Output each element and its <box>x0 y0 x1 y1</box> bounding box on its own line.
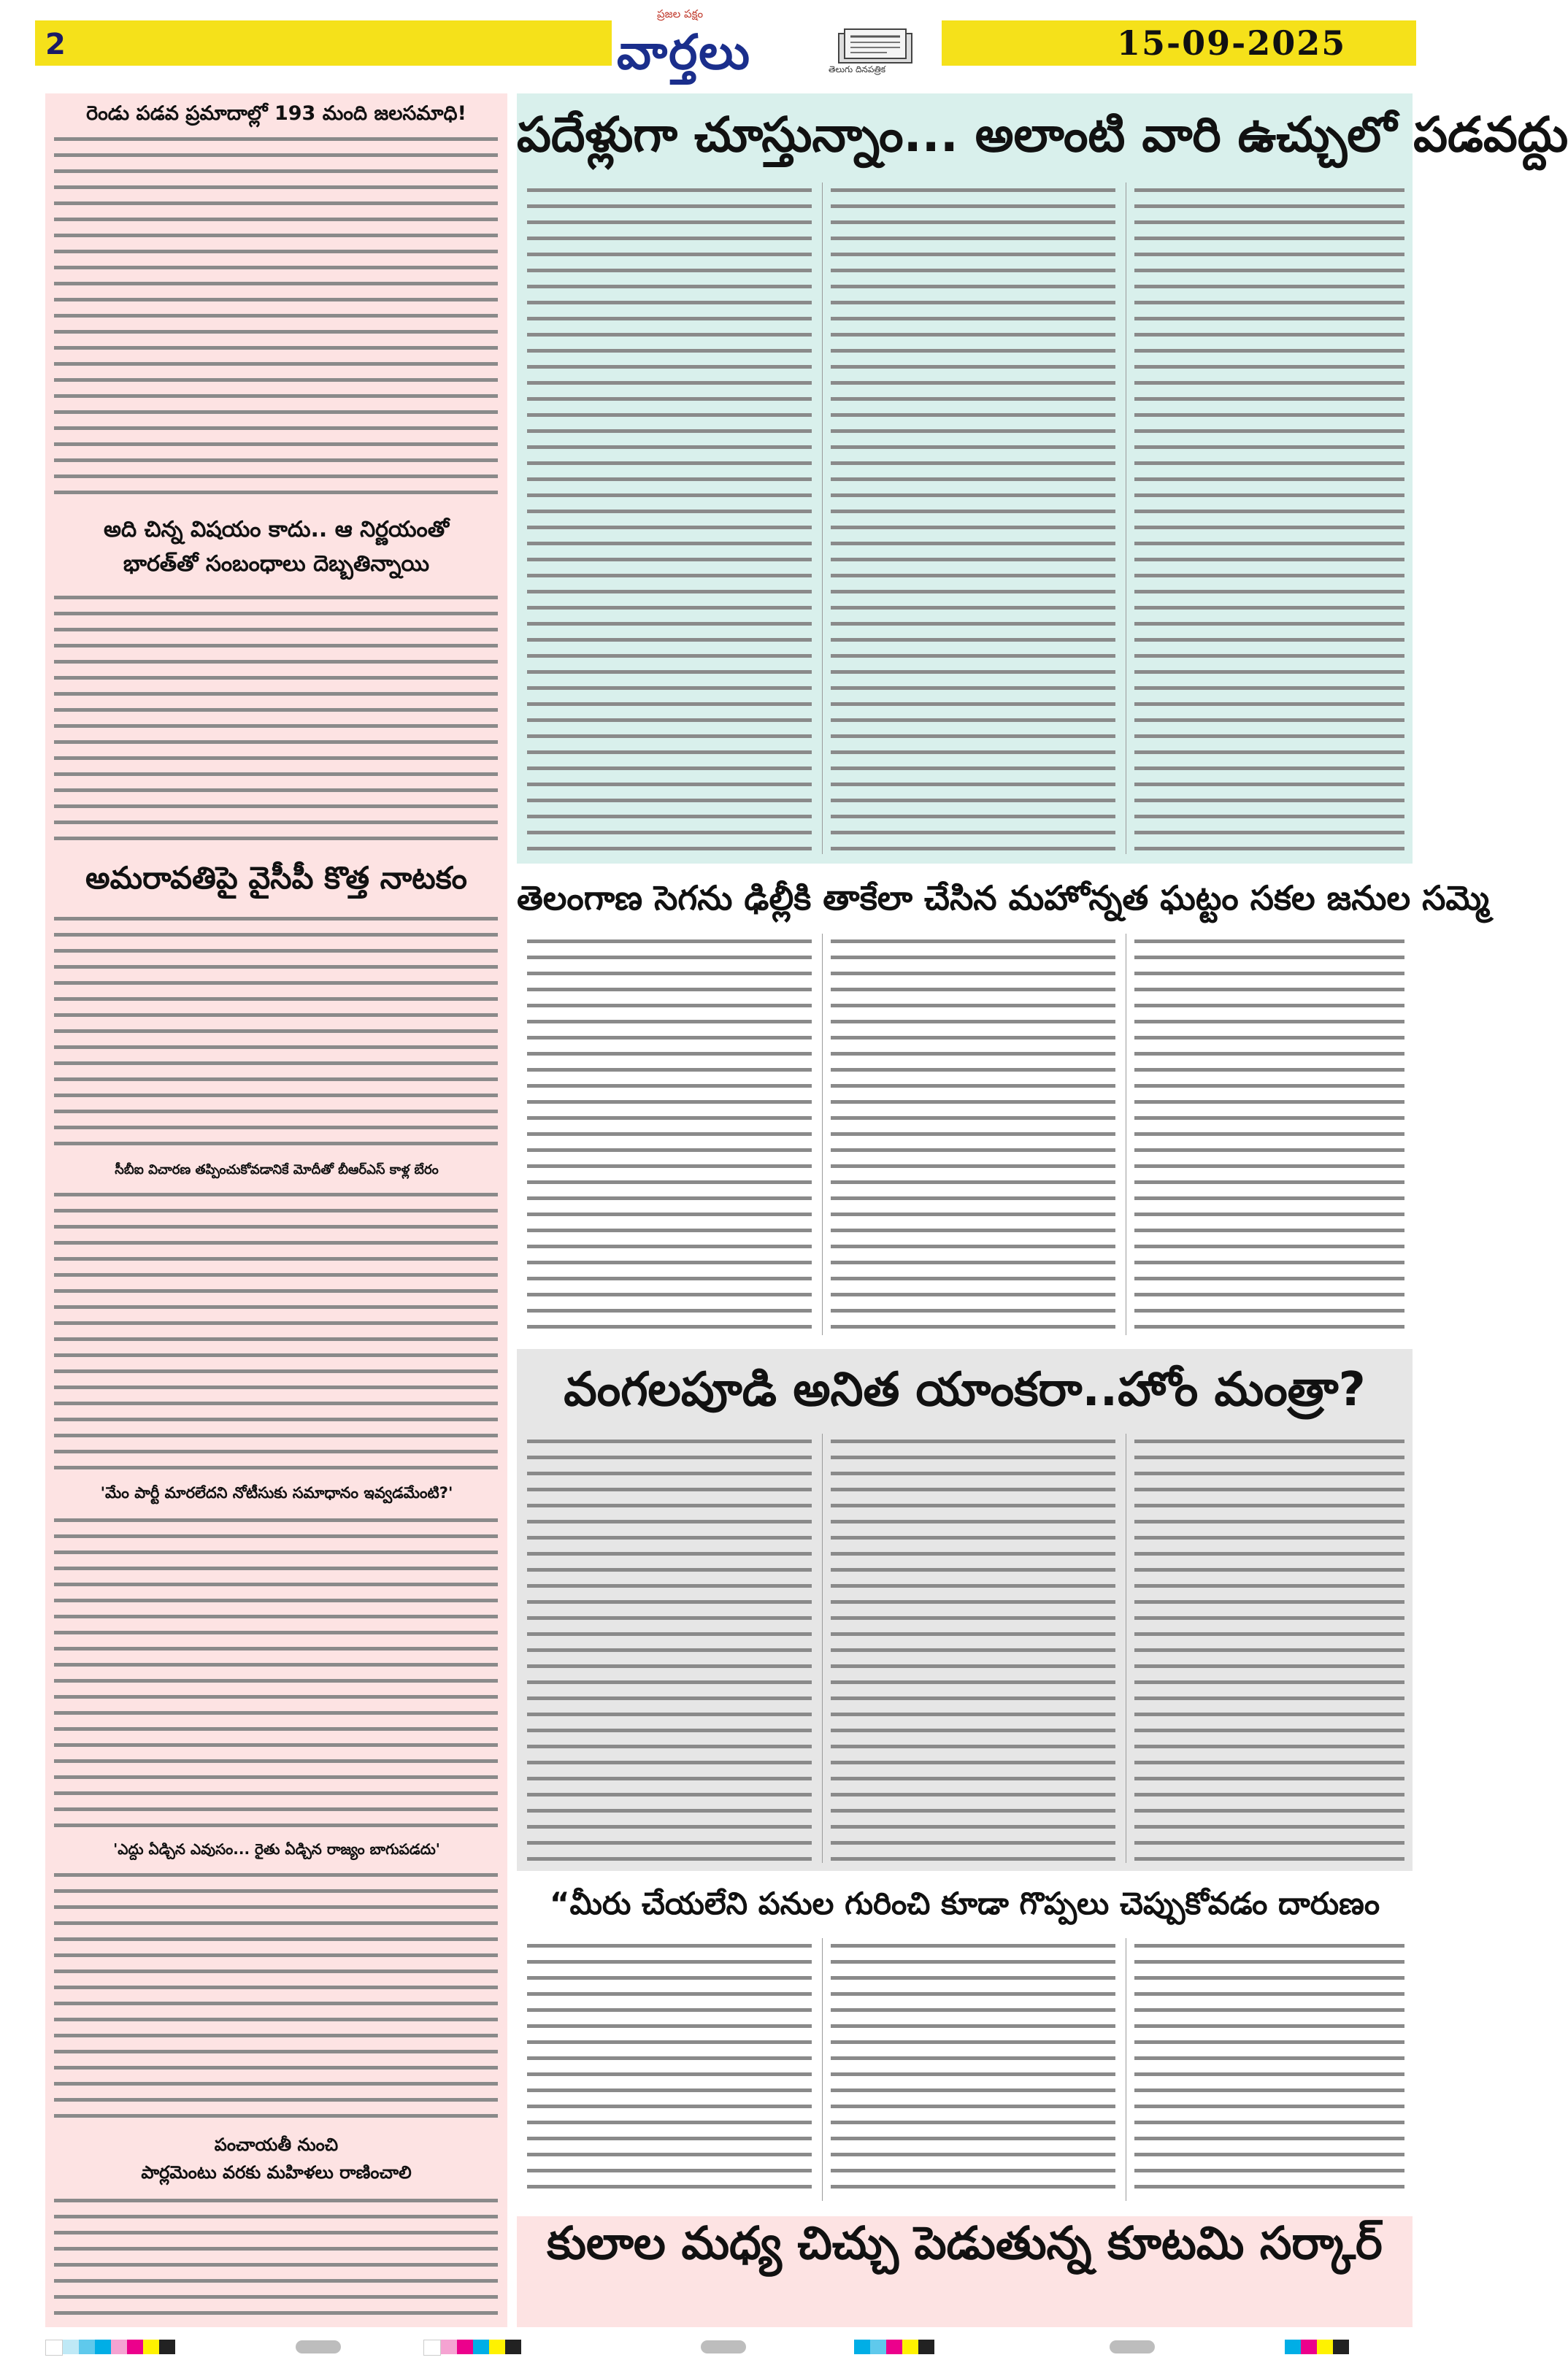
registration-mark <box>296 2340 341 2353</box>
story-5-preface <box>517 2179 1413 2216</box>
story-body <box>527 1434 812 1863</box>
story-headline: సీబీఐ విచారణ తప్పించుకోవడానికే మోదీతో బీఆర్ఎస్ కాళ్ల బేరం <box>115 1162 439 1177</box>
color-registration-strip <box>1285 2340 1349 2354</box>
masthead <box>0 0 1449 86</box>
registration-mark <box>701 2340 746 2353</box>
story-body <box>831 182 1115 854</box>
story-body <box>831 1434 1115 1863</box>
logo-subtitle: తెలుగు దినపత్రిక <box>829 64 886 74</box>
story-headline: పార్లమెంటు వరకు మహిళలు రాణించాలి <box>141 2162 412 2183</box>
main-story-3 <box>517 1349 1413 1871</box>
story-body <box>1134 934 1404 1335</box>
story-body <box>54 1187 498 1476</box>
story-body <box>54 590 498 847</box>
edition-date: 15-09-2025 <box>1117 23 1347 63</box>
story-body <box>831 934 1115 1335</box>
column-divider <box>822 1938 823 2201</box>
main-story-2 <box>517 872 1489 1340</box>
column-divider <box>822 182 823 854</box>
column-divider <box>822 934 823 1335</box>
color-registration-strip <box>45 2340 175 2354</box>
story-headline: రెండు పడవ ప్రమాదాల్లో 193 మంది జలసమాధి! <box>86 102 466 125</box>
story-body <box>54 131 498 501</box>
story-body <box>1134 182 1404 854</box>
story-body <box>527 1938 812 2201</box>
story-subhead: 'ఎద్దు ఏడ్చిన ఎవుసం... రైతు ఏడ్చిన రాజ్యం బాగుపడదు' <box>113 1840 440 1858</box>
logo-tagline: ప్రజల పక్షం <box>657 7 704 20</box>
story-body <box>54 1867 498 2124</box>
page-number: 2 <box>45 28 66 61</box>
newspaper-logo <box>617 7 931 80</box>
story-headline: కులాల మధ్య చిచ్చు పెడుతున్న కూటమి సర్కార్ <box>547 2216 1383 2270</box>
story-body <box>54 2193 498 2321</box>
story-body <box>527 934 812 1335</box>
color-registration-strip <box>423 2340 521 2354</box>
masthead-bar-left <box>35 20 612 66</box>
main-story-5 <box>517 2216 1413 2327</box>
story-body <box>54 1513 498 1834</box>
story-body <box>54 911 498 1152</box>
story-body <box>1134 1434 1404 1863</box>
story-headline: పదేళ్లుగా చూస్తున్నాం... అలాంటి వారి ఉచ్చులో పడవద్దు <box>517 107 1568 163</box>
left-column <box>45 93 507 2327</box>
registration-mark <box>1110 2340 1155 2353</box>
newspaper-icon <box>836 26 916 66</box>
story-subhead: 'మేం పార్టీ మారలేదని నోటీసుకు సమాధానం ఇవ్వడమేంటి?' <box>100 1484 453 1502</box>
story-headline: తెలంగాణ సెగను ఢిల్లీకి తాకేలా చేసిన మహోన్నత ఘట్టం సకల జనుల సమ్మె <box>517 878 1489 918</box>
color-registration-strip <box>854 2340 934 2354</box>
story-headline: “మీరు చేయలేని పనుల గురించి కూడా గొప్పలు చెప్పుకోవడం దారుణం <box>549 1886 1380 1921</box>
story-body <box>831 1938 1115 2201</box>
logo-title: వార్తలు <box>617 23 751 80</box>
story-headline: అది చిన్న విషయం కాదు.. ఆ నిర్ణయంతో <box>103 517 450 542</box>
story-headline: వంగలపూడి అనిత యాంకరా..హోం మంత్రా? <box>564 1363 1366 1417</box>
main-story-1 <box>517 93 1568 864</box>
story-headline: అమరావతిపై వైసీపీ కొత్త నాటకం <box>85 860 467 896</box>
story-body <box>1134 1938 1404 2201</box>
story-body <box>527 182 812 854</box>
story-headline: పంచాయతీ నుంచి <box>214 2134 339 2155</box>
column-divider <box>822 1434 823 1863</box>
story-headline: భారత్‌తో సంబంధాలు దెబ్బతిన్నాయి <box>123 551 430 577</box>
